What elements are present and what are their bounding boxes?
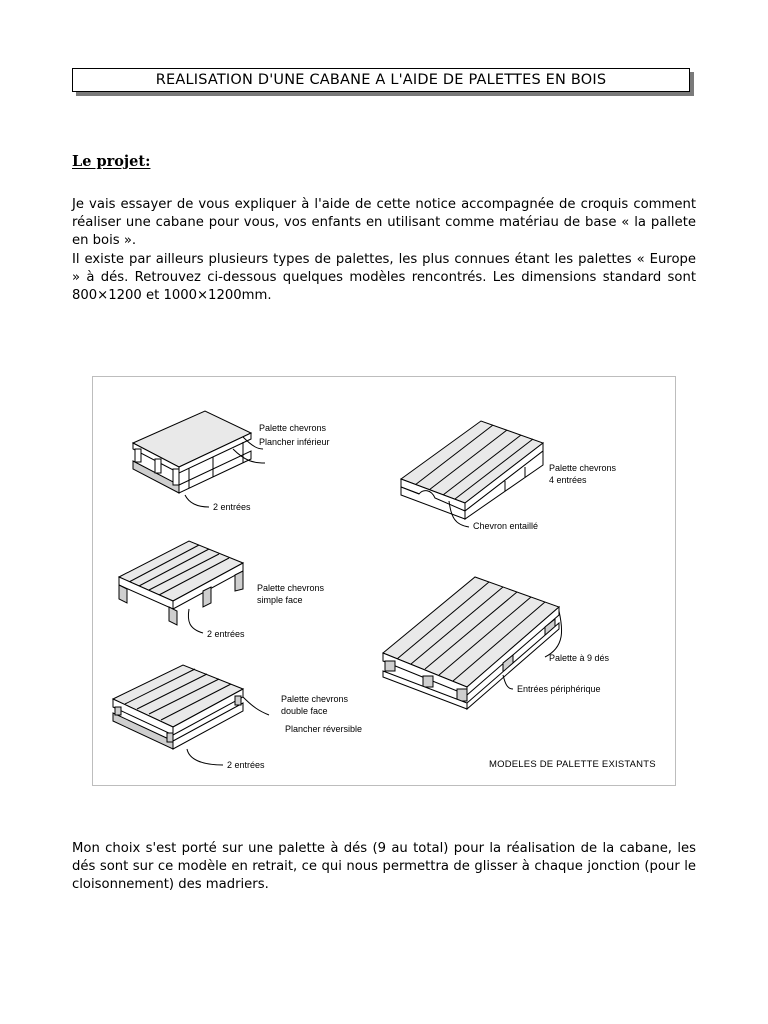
pallet-4-subtitle: 4 entrées [549,475,587,485]
pallet-2-entries: 2 entrées [207,629,245,639]
pallet-3-extra: Plancher réversible [285,724,363,734]
figure-caption: MODELES DE PALETTE EXISTANTS [489,759,656,770]
intro-text [72,196,696,305]
pallet-4-name: Palette chevrons [549,463,617,473]
pallet-drawing-3 [113,665,269,765]
pallet-drawing-2 [119,541,243,633]
pallet-drawing-1 [133,411,265,507]
pallet-1-name: Palette chevrons [259,423,327,433]
pallet-4-note: Chevron entaillé [473,521,539,531]
intro-paragraph-1: Je vais essayer de vous expliquer à l'aide de cette notice accompagnée de croquis comment réaliser une cabane pour vous, vos enfants en utilisant comme matériau de base « la pallete en bois ». [72,197,696,249]
pallet-1-entries: 2 entrées [213,502,251,512]
document-title: REALISATION D'UNE CABANE A L'AIDE DE PALETTES EN BOIS [72,68,690,92]
pallet-1-subtitle: Plancher inférieur [259,437,330,447]
pallet-2-name: Palette chevrons [257,583,325,593]
closing-paragraph: Mon choix s'est porté sur une palette à dés (9 au total) pour la réalisation de la cabane, les dés sont sur ce modèle en retrait, ce qui nous permettra de glisser à chaque jonction (pour le cloisonnement) des madriers. [72,841,696,893]
pallet-2-subtitle: simple face [257,595,303,605]
pallet-3-name: Palette chevrons [281,694,349,704]
section-heading: Le projet: [72,153,151,170]
pallet-models-figure [92,376,676,786]
pallet-diagram [93,377,677,787]
pallet-drawing-4 [401,421,543,527]
pallet-5-note: Entrées périphérique [517,684,601,694]
pallet-3-entries: 2 entrées [227,760,265,770]
pallet-5-name: Palette à 9 dés [549,653,610,663]
intro-paragraph-2: Il existe par ailleurs plusieurs types de palettes, les plus connues étant les palettes « Europe » à dés. Retrouvez ci-dessous quelques modèles rencontrés. Les dimensions standard sont 800×1200 et 1000×1200mm. [72,251,696,304]
closing-text [72,840,696,895]
pallet-3-subtitle: double face [281,706,328,716]
